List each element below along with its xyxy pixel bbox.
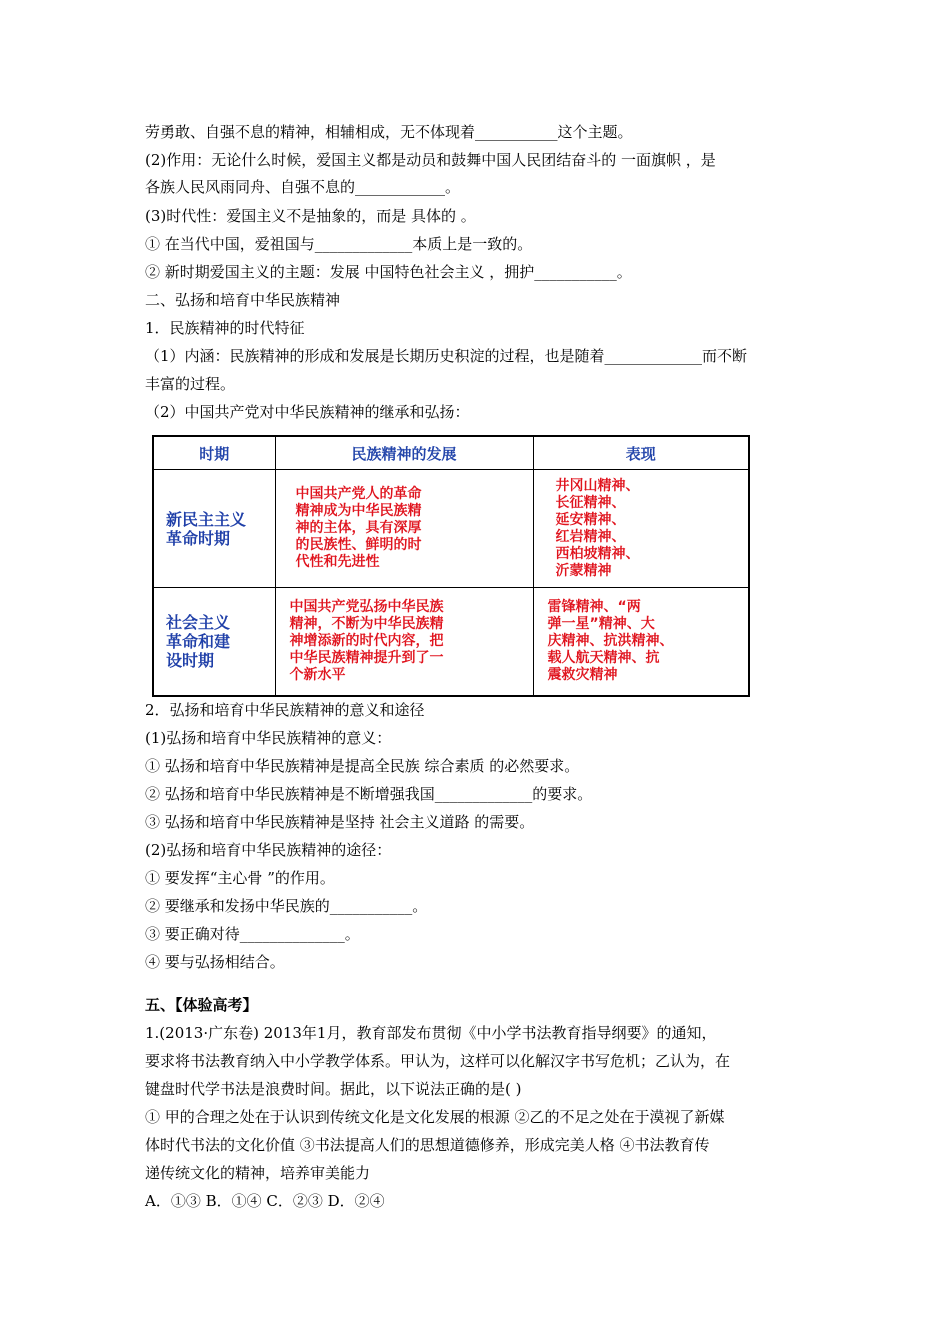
- question-line: 要求将书法教育纳入中小学教学体系。甲认为，这样可以化解汉字书写危机；乙认为，在: [145, 1052, 731, 1070]
- spirit-table: [152, 435, 750, 697]
- section-heading: 二、弘扬和培育中华民族精神: [145, 291, 341, 309]
- line: ① 弘扬和培育中华民族精神是提高全民族 综合素质 的必然要求。: [145, 757, 580, 775]
- line: ③ 弘扬和培育中华民族精神是坚持 社会主义道路 的需要。: [145, 813, 535, 831]
- question-line: 体时代书法的文化价值 ③书法提高人们的思想道德修养，形成完美人格 ④书法教育传: [145, 1136, 710, 1154]
- table-header: 时期: [153, 436, 275, 470]
- answer-options: A．①③ B．①④ C．②③ D．②④: [145, 1192, 385, 1210]
- line: ① 在当代中国，爱祖国与_____________本质上是一致的。: [145, 235, 533, 253]
- line: (3)时代性：爱国主义不是抽象的，而是 具体的 。: [145, 207, 476, 225]
- line: （2）中国共产党对中华民族精神的继承和弘扬：: [145, 403, 470, 421]
- table-cell-development: 中国共产党弘扬中华民族 精神，不断为中华民族精 神增添新的时代内容，把 中华民族精神提升到了一 个新水平: [275, 588, 533, 696]
- line: 劳勇敢、自强不息的精神，相辅相成，无不体现着___________这个主题。: [145, 123, 633, 141]
- line: (2)弘扬和培育中华民族精神的途径：: [145, 841, 392, 859]
- line: 各族人民风雨同舟、自强不息的____________。: [145, 178, 461, 196]
- line: ① 要发挥“主心骨 ”的作用。: [145, 869, 335, 887]
- table-header: 民族精神的发展: [275, 436, 533, 470]
- line: ④ 要与弘扬相结合。: [145, 953, 285, 971]
- line: ② 弘扬和培育中华民族精神是不断增强我国_____________的要求。: [145, 785, 593, 803]
- table-cell-development: 中国共产党人的革命 精神成为中华民族精 神的主体，具有深厚 的民族性、鲜明的时 代性和先进性: [275, 470, 533, 588]
- question-line: ① 甲的合理之处在于认识到传统文化是文化发展的根源 ②乙的不足之处在于漠视了新媒: [145, 1108, 725, 1126]
- line: （1）内涵：民族精神的形成和发展是长期历史积淀的过程，也是随着_____________而不断: [145, 347, 748, 365]
- line: (1)弘扬和培育中华民族精神的意义：: [145, 729, 392, 747]
- line: ② 要继承和发扬中华民族的___________。: [145, 897, 428, 915]
- section-title: 五、【体验高考】: [145, 996, 258, 1014]
- table-cell-manifestation: 井冈山精神、 长征精神、 延安精神、 红岩精神、 西柏坡精神、 沂蒙精神: [533, 470, 749, 588]
- table-cell-period: 新民主主义 革命时期: [153, 470, 275, 588]
- table-cell-manifestation: 雷锋精神、“两 弹一星”精神、大 庆精神、抗洪精神、 载人航天精神、抗 震救灾精神: [533, 588, 749, 696]
- line: 丰富的过程。: [145, 375, 236, 393]
- question-line: 1.(2013·广东卷) 2013年1月，教育部发布贯彻《中小学书法教育指导纲要》的通知，: [145, 1024, 717, 1042]
- line: ③ 要正确对待______________。: [145, 925, 360, 943]
- table-row: [153, 470, 749, 588]
- question-line: 键盘时代学书法是浪费时间。据此，以下说法正确的是( ): [145, 1080, 522, 1098]
- table-header: 表现: [533, 436, 749, 470]
- line: (2)作用：无论什么时候，爱国主义都是动员和鼓舞中国人民团结奋斗的 一面旗帜 ，是: [145, 151, 716, 169]
- table-cell-period: 社会主义 革命和建 设时期: [153, 588, 275, 696]
- question-line: 递传统文化的精神，培养审美能力: [145, 1164, 371, 1182]
- table-row: [153, 588, 749, 696]
- subsection-heading: 1．民族精神的时代特征: [145, 319, 305, 337]
- line: ② 新时期爱国主义的主题：发展 中国特色社会主义 ，拥护___________。: [145, 263, 632, 281]
- subsection-heading: 2．弘扬和培育中华民族精神的意义和途径: [145, 701, 425, 719]
